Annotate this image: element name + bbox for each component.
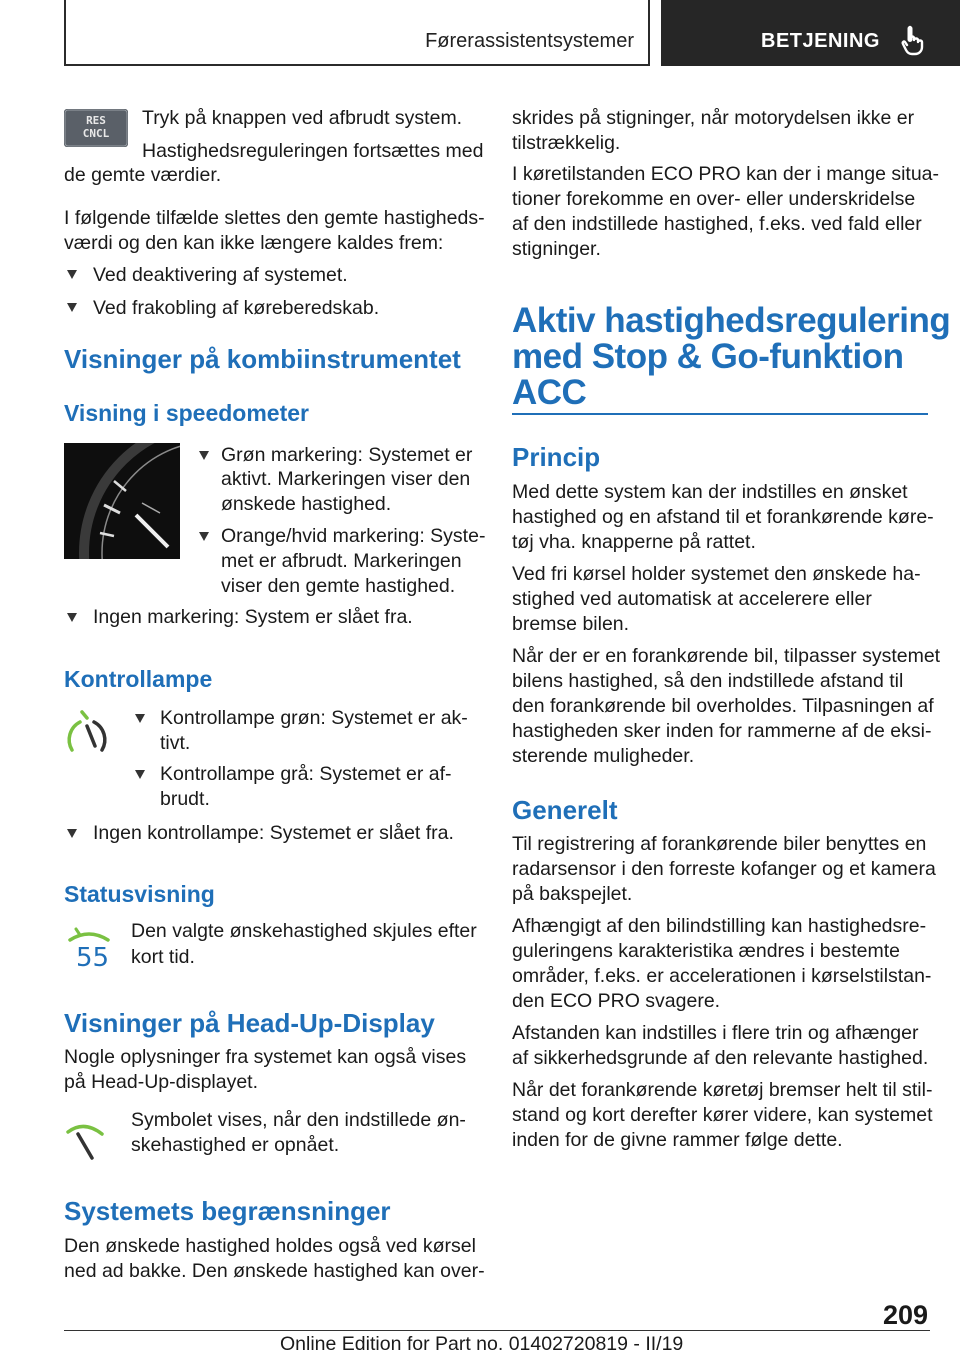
bullet-icon [67, 613, 77, 622]
gen-p2-line4: den ECO PRO svagere. [512, 990, 721, 1012]
gen-p1-line1: Til registrering af forankørende biler benyttes en [512, 833, 927, 855]
heading-underline [512, 413, 928, 415]
list-item: Ingen kontrollampe: Systemet er slået fra. [93, 822, 454, 844]
heading-princip: Princip [512, 442, 601, 472]
princip-p3-line1: Når der er en forankørende bil, tilpasser systemet [512, 645, 941, 667]
gen-p1-line2: radarsensor i den forreste kofanger og et kamera [512, 858, 936, 880]
res-cncl-button-icon [64, 109, 128, 147]
bullet-icon [67, 303, 77, 312]
list-item-cont: brudt. [160, 788, 210, 810]
bullet-icon [135, 770, 145, 779]
list-item-cont: aktivt. Markeringen viser den [221, 468, 471, 490]
bullet-icon [199, 451, 209, 460]
footer-divider [64, 1330, 930, 1331]
heading-acc-line3: ACC [512, 373, 587, 412]
heading-system-limits: Systemets begrænsninger [64, 1196, 391, 1226]
hand-pointer-icon [901, 24, 925, 56]
eco-text-line2: tioner forekomme en over- eller underskridelse [512, 188, 916, 210]
princip-p3-line4: hastigheden sker inden for rammerne af de eksi‐ [512, 720, 932, 742]
princip-p1-line2: hastighed og en afstand til et forankørende køre‐ [512, 506, 934, 528]
princip-p1-line3: tøj vha. knapperne på rattet. [512, 531, 756, 553]
bullet-icon [199, 532, 209, 541]
hud-speed-symbol-icon [64, 1114, 104, 1164]
bullet-icon [67, 829, 77, 838]
princip-p2-line2: stighed ved automatisk at accelerere eller [512, 588, 872, 610]
edition-text: Online Edition for Part no. 01402720819 - II/19 [280, 1333, 684, 1355]
gen-p1-line3: på bakspejlet. [512, 883, 633, 905]
eco-text-line3: af den indstillede hastighed, f.eks. ved fald eller [512, 213, 922, 235]
list-item: Ved deaktivering af systemet. [93, 264, 348, 286]
princip-p2-line3: bremse bilen. [512, 613, 630, 635]
res-cncl-label: RES CNCL [82, 114, 110, 140]
gen-p3-line2: af sikkerhedsgrunde af den relevante hastighed. [512, 1047, 929, 1069]
cont-text-line1: skrides på stigninger, når motorydelsen ikke er [512, 107, 915, 129]
hud-text-line1: Nogle oplysninger fra systemet kan også vises [64, 1046, 467, 1068]
status-text-line2: kort tid. [131, 946, 195, 968]
page-number: 209 [882, 1300, 928, 1330]
princip-p3-line2: bilens hastighed, så den indstillede afstand til [512, 670, 904, 692]
eco-text-line1: I køretilstanden ECO PRO kan der i mange situa‐ [512, 163, 940, 185]
list-item: Kontrollampe grøn: Systemet er ak‐ [160, 707, 468, 729]
cont-text-line2: tilstrækkelig. [512, 132, 621, 154]
gen-p2-line1: Afhængigt af den bilindstilling kan hastighedsre‐ [512, 915, 927, 937]
princip-p3-line5: sterende muligheder. [512, 745, 695, 767]
list-item-cont: tivt. [160, 732, 191, 754]
resume-instruction: Tryk på knappen ved afbrudt system. [142, 107, 463, 129]
status-speed-icon [64, 926, 114, 976]
heading-kombiinstrument: Visninger på kombiinstrumentet [64, 344, 461, 374]
gen-p4-line3: inden for de givne rammer følge dette. [512, 1129, 843, 1151]
list-item: Ingen markering: System er slået fra. [93, 606, 413, 628]
resume-text-line1: Hastighedsreguleringen fortsættes med [142, 140, 484, 162]
limits-text-line1: Den ønskede hastighed holdes også ved kørsel [64, 1235, 476, 1257]
delete-text-line2: værdi og den kan ikke længere kaldes frem: [64, 232, 444, 254]
gen-p4-line1: Når det forankørende køretøj bremser helt til stil‐ [512, 1079, 933, 1101]
list-item: Grøn markering: Systemet er [221, 444, 473, 466]
princip-p3-line3: den forankørende bil overholdes. Tilpasningen af [512, 695, 934, 717]
gen-p2-line2: guleringens karakteristika ændres i bestemte [512, 940, 901, 962]
list-item-cont: met er afbrudt. Markeringen [221, 550, 462, 572]
princip-p1-line1: Med dette system kan der indstilles en ønsket [512, 481, 908, 503]
hud-text-line2: på Head-Up-displayet. [64, 1071, 259, 1093]
princip-p2-line1: Ved fri kørsel holder systemet den ønskede ha‐ [512, 563, 921, 585]
resume-text-line2: de gemte værdier. [64, 164, 222, 186]
chapter-tab[interactable] [661, 0, 960, 66]
status-text-line1: Den valgte ønskehastighed skjules efter [131, 920, 477, 942]
heading-generelt: Generelt [512, 795, 618, 825]
heading-speedometer: Visning i speedometer [64, 400, 309, 426]
heading-head-up-display: Visninger på Head-Up-Display [64, 1008, 435, 1038]
gen-p2-line3: områder, f.eks. er accelerationen i kørselstilstan‐ [512, 965, 932, 987]
gen-p3-line1: Afstanden kan indstilles i flere trin og afhænger [512, 1022, 919, 1044]
bullet-icon [67, 270, 77, 279]
heading-acc-line1: Aktiv hastighedsregulering [512, 301, 951, 340]
list-item: Orange/hvid markering: Syste‐ [221, 525, 486, 547]
gen-p4-line2: stand og kort derefter kører videre, kan systemet [512, 1104, 933, 1126]
speedometer-image [64, 443, 180, 559]
hud-symbol-text-line1: Symbolet vises, når den indstillede øn‐ [131, 1109, 466, 1131]
hud-symbol-text-line2: skehastighed er opnået. [131, 1134, 340, 1156]
heading-statusvisning: Statusvisning [64, 881, 215, 907]
delete-text-line1: I følgende tilfælde slettes den gemte hastigheds‐ [64, 207, 485, 229]
list-item: Kontrollampe grå: Systemet er af‐ [160, 763, 452, 785]
list-item-cont: viser den gemte hastighed. [221, 575, 456, 597]
status-speed-value: 55 [76, 943, 110, 973]
limits-text-line2: ned ad bakke. Den ønskede hastighed kan over‐ [64, 1260, 485, 1282]
speedometer-control-lamp-icon [64, 708, 110, 756]
heading-acc-line2: med Stop & Go-funktion [512, 337, 904, 376]
heading-kontrollampe: Kontrollampe [64, 666, 213, 692]
list-item: Ved frakobling af køreberedskab. [93, 297, 380, 319]
list-item-cont: ønskede hastighed. [221, 493, 392, 515]
chapter-tab-label: BETJENING [761, 30, 880, 52]
section-title: Førerassistentsystemer [425, 30, 634, 52]
header-section-box [64, 0, 650, 66]
bullet-icon [135, 714, 145, 723]
eco-text-line4: stigninger. [512, 238, 601, 260]
